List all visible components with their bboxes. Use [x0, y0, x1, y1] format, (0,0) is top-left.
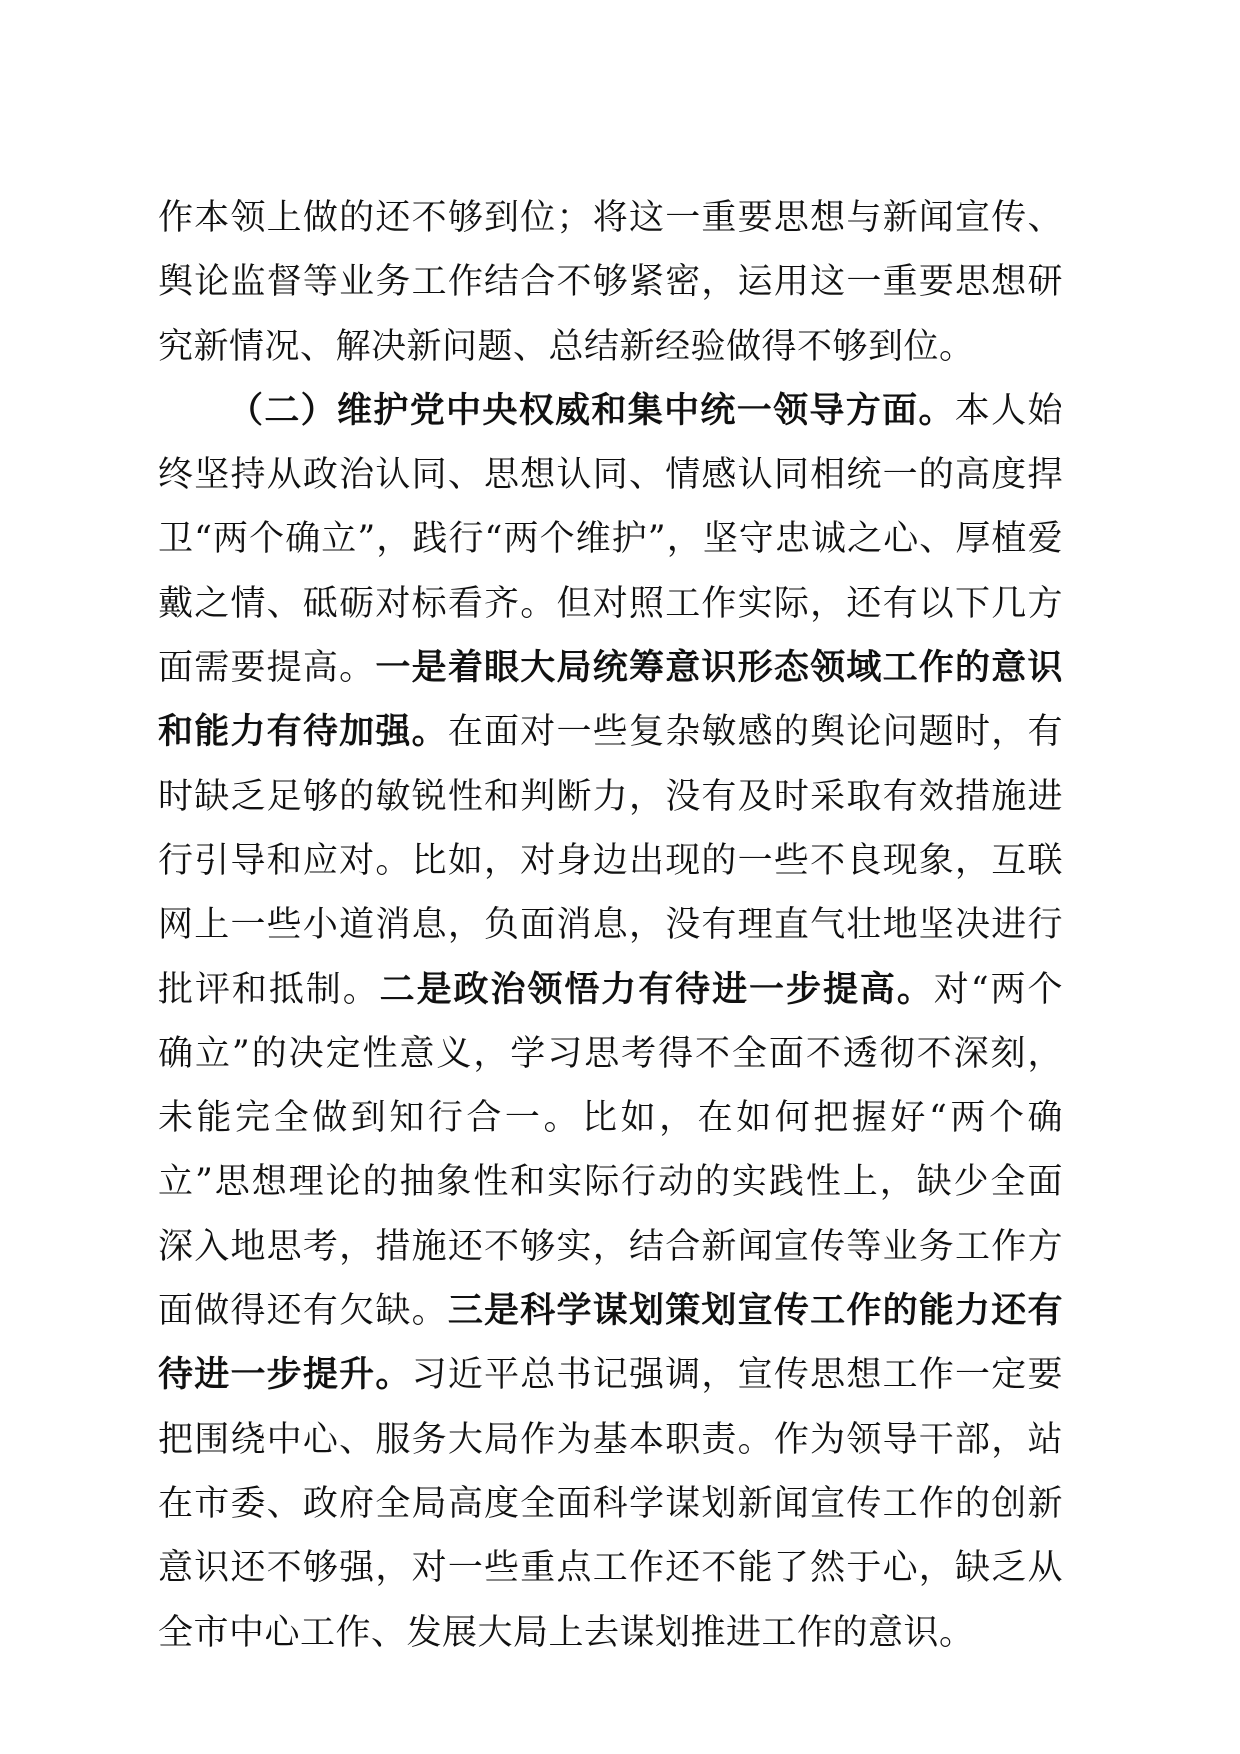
point-2-title: 二是政治领悟力有待进一步提高。	[379, 969, 934, 1010]
point-1-title: 一是着眼大局统筹意识形态领域工作的意识和能力有待加强。	[158, 648, 1063, 753]
point-2-body: 对“两个确立”的决定性意义，学习思考得不全面不透彻不深刻，未能完全做到知行合一。比如，在如何把握好“两个确立”思想理论的抽象性和实际行动的实践性上，缺少全面深入地思考，措施还不够实，结合新闻宣传等业务工作方面做得还有欠缺。	[158, 969, 1063, 1332]
document-page	[158, 186, 1063, 1665]
section-intro: 本人始终坚持从政治认同、思想认同、情感认同相统一的高度捍卫“两个确立”，践行“两个维护”，坚守忠诚之心、厚植爱戴之情、砥砺对标看齐。但对照工作实际，还有以下几方面需要提高。	[158, 390, 1063, 689]
point-1-body: 在面对一些复杂敏感的舆论问题时，有时缺乏足够的敏锐性和判断力，没有及时采取有效措施进行引导和应对。比如，对身边出现的一些不良现象，互联网上一些小道消息，负面消息，没有理直气壮地坚决进行批评和抵制。	[158, 712, 1063, 1010]
paragraph-continuation	[158, 186, 1063, 379]
point-3-title: 三是科学谋划策划宣传工作的能力还有待进一步提升。	[158, 1291, 1063, 1396]
paragraph-section-2	[158, 379, 1063, 1665]
section-heading: （二）维护党中央权威和集中统一领导方面。	[228, 390, 955, 431]
point-3-body: 习近平总书记强调，宣传思想工作一定要把围绕中心、服务大局作为基本职责。作为领导干部，站在市委、政府全局高度全面科学谋划新闻宣传工作的创新意识还不够强，对一些重点工作还不能了然于心，缺乏从全市中心工作、发展大局上去谋划推进工作的意识。	[158, 1355, 1063, 1653]
paragraph-text: 作本领上做的还不够到位；将这一重要思想与新闻宣传、舆论监督等业务工作结合不够紧密，运用这一重要思想研究新情况、解决新问题、总结新经验做得不够到位。	[158, 198, 1063, 367]
